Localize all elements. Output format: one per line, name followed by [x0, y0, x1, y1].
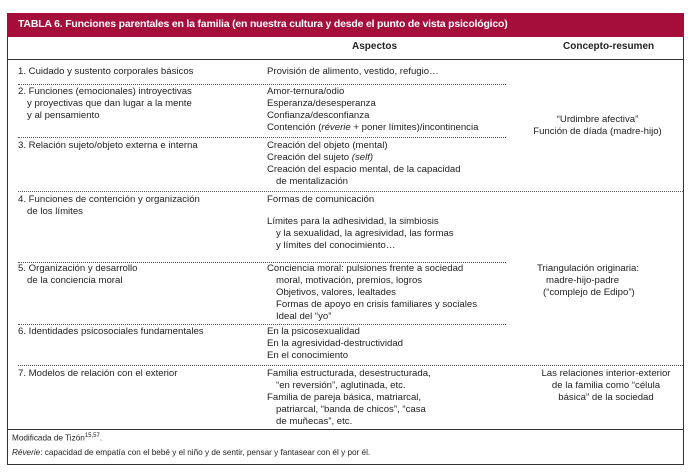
- row3-function: 3. Relación sujeto/objeto externa e interna: [18, 140, 198, 151]
- text-line: Función de díada (madre-hijo): [533, 126, 662, 137]
- text-line: 2. Funciones (emocionales) introyectivas: [18, 86, 192, 97]
- text-line: Creación del objeto (mental): [267, 140, 388, 151]
- text-line: y proyectivas que dan lugar a la mente: [27, 98, 192, 109]
- row7-aspects: [267, 368, 431, 428]
- header-divider: [7, 59, 684, 60]
- reference-superscript: 15,57: [84, 433, 100, 439]
- concept-relaciones: [530, 368, 682, 404]
- row6-aspects: [267, 326, 403, 362]
- text-line: Formas de comunicación: [267, 194, 375, 205]
- text-line: y al pensamiento: [27, 110, 100, 121]
- column-header-concepto: Concepto-resumen: [563, 41, 655, 52]
- text: .: [99, 433, 103, 443]
- text-line: (“complejo de Edipo”): [543, 287, 635, 298]
- text: Modificada de Tizón: [12, 433, 85, 443]
- row2-function: [18, 86, 192, 122]
- row-divider: [18, 324, 506, 325]
- text: Contención (: [267, 122, 322, 133]
- text-line: En la agresividad-destructividad: [267, 338, 403, 349]
- text-line: Ideal del “yo”: [276, 311, 332, 322]
- text-line: Familia estructurada, desestructurada,: [267, 368, 431, 379]
- footnote-source: [12, 433, 102, 443]
- text-line: Confianza/desconfianza: [267, 110, 370, 121]
- row6-function: 6. Identidades psicosociales fundamentales: [18, 326, 204, 337]
- text-line: de la conciencia moral: [27, 275, 123, 286]
- text-line: En la psicosexualidad: [267, 326, 360, 337]
- footnote-reverie: [12, 448, 370, 457]
- italic-term: (self): [351, 152, 374, 163]
- text-line: En el conocimiento: [267, 350, 349, 361]
- italic-term: Réverie: [12, 448, 41, 457]
- text-line: y la sexualidad, la agresividad, las formas: [276, 228, 454, 239]
- text: Creación del sujeto: [267, 152, 352, 163]
- text-line: y límites del conocimiento…: [276, 240, 396, 251]
- text-line: Amor-ternura/odio: [267, 86, 345, 97]
- text-line: “en reversión”, aglutinada, etc.: [276, 380, 406, 391]
- concept-urdimbre: [515, 114, 680, 138]
- text-line: Límites para la adhesividad, la simbiosis: [267, 216, 439, 227]
- text-line: de mentalización: [276, 176, 348, 187]
- text-line: Las relaciones interior-exterior: [541, 368, 671, 379]
- text: : capacidad de empatía con el bebé y el niño y de sentir, pensar y fantasear con él y por él.: [40, 448, 371, 457]
- text-line: Familia de pareja básica, matriarcal,: [267, 392, 422, 403]
- text-line: 5. Organización y desarrollo: [18, 263, 138, 274]
- row7-function: 7. Modelos de relación con el exterior: [18, 368, 178, 379]
- text-line: de muñecas”, etc.: [276, 416, 353, 427]
- row2-aspects: [267, 86, 478, 134]
- row5-function: [18, 263, 137, 287]
- table-title-bar: [7, 13, 684, 37]
- text-line: Creación del espacio mental, de la capacidad: [267, 164, 461, 175]
- row4-function: [18, 194, 200, 218]
- concept-triangulacion: [537, 263, 639, 299]
- text-line: Objetivos, valores, lealtades: [276, 287, 396, 298]
- column-header-aspectos: Aspectos: [352, 41, 398, 52]
- row3-aspects: [267, 140, 461, 188]
- text-line: Triangulación originaria:: [537, 263, 640, 274]
- row-divider: [18, 191, 683, 192]
- row1-function: 1. Cuidado y sustento corporales básicos: [18, 66, 194, 77]
- text-line: moral, motivación, premios, logros: [276, 275, 423, 286]
- text-line: Esperanza/desesperanza: [267, 98, 376, 109]
- text-line: [267, 152, 461, 164]
- row-divider: [18, 365, 683, 366]
- text-line: patriarcal, “banda de chicos”, “casa: [276, 404, 426, 415]
- row-divider: [18, 137, 506, 138]
- row1-aspect: Provisión de alimento, vestido, refugio…: [267, 66, 439, 77]
- row-divider: [18, 84, 506, 85]
- text: + poner límites)/incontinencia: [350, 122, 479, 133]
- text-line: [267, 122, 478, 134]
- text-line: de la familia como “célula: [551, 380, 661, 391]
- text-line: Formas de apoyo en crisis familiares y sociales: [276, 299, 478, 310]
- row5-aspects: [267, 263, 477, 323]
- row4-aspects: [267, 194, 454, 252]
- text-line: básica” de la sociedad: [558, 392, 654, 403]
- text-line: madre-hijo-padre: [546, 275, 620, 286]
- table-title: TABLA 6. Funciones parentales en la familia (en nuestra cultura y desde el punto de vista psicológico): [18, 18, 508, 30]
- text-line: “Urdimbre afectiva”: [556, 114, 639, 125]
- text-line: Conciencia moral: pulsiones frente a sociedad: [267, 263, 464, 274]
- text-line: 4. Funciones de contención y organización: [18, 194, 200, 205]
- italic-term: réverie: [321, 122, 351, 133]
- footnote-divider: [7, 429, 684, 430]
- text-line: de los límites: [27, 206, 83, 217]
